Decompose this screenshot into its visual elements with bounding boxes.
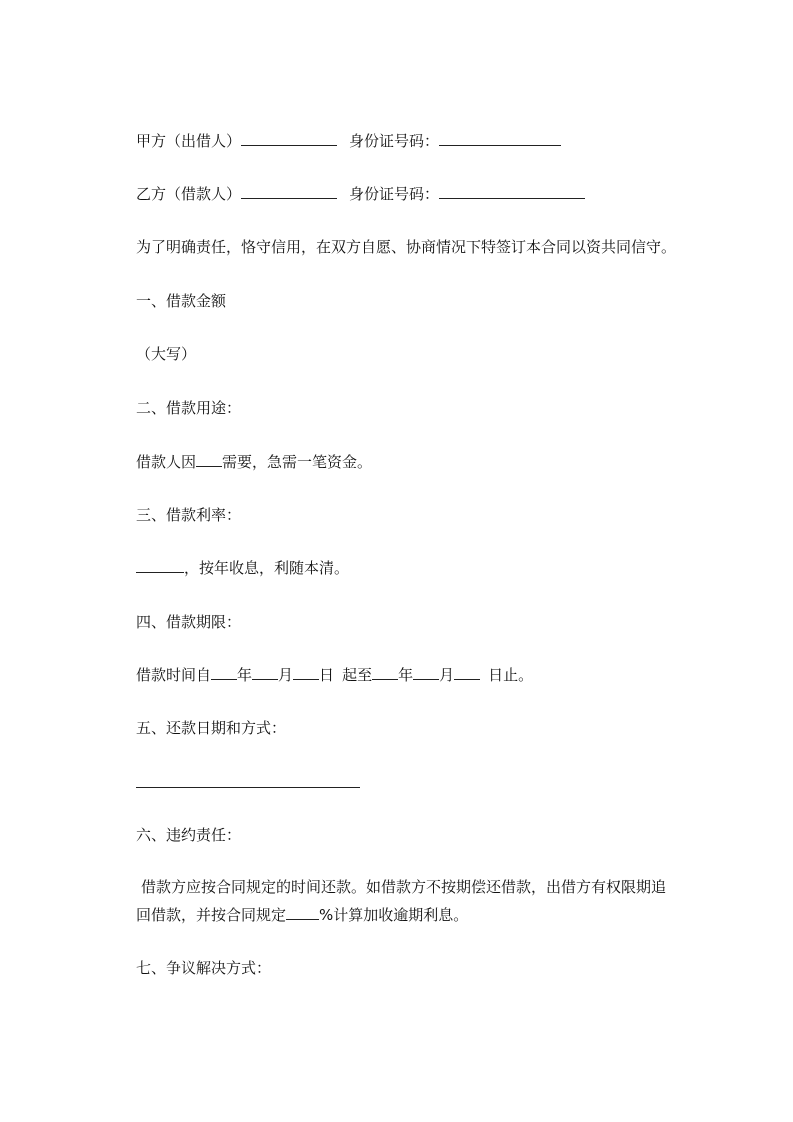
term-to-label: 起至 (342, 666, 373, 684)
purpose-blank[interactable] (196, 452, 222, 467)
repayment-method-blank[interactable] (136, 787, 360, 788)
term-start-label: 借款时间自 (136, 666, 212, 684)
penalty-rate-blank[interactable] (286, 905, 319, 920)
section-6-text-line-2a: 回借款，并按合同规定 (136, 906, 287, 924)
party-a-line (136, 131, 561, 151)
section-3-title: 三、借款利率： (136, 506, 242, 524)
party-b-id-blank[interactable] (439, 184, 585, 199)
month-1-label: 月 (278, 666, 294, 684)
start-month-blank[interactable] (252, 665, 278, 680)
party-a-id-blank[interactable] (439, 131, 561, 146)
party-b-name-blank[interactable] (241, 184, 337, 199)
day-1-label: 日 (319, 666, 335, 684)
party-a-name-blank[interactable] (241, 131, 337, 146)
section-2-text-a: 借款人因 (136, 453, 197, 471)
end-month-blank[interactable] (413, 665, 439, 680)
section-3-text-a: ，按年收息，利随本清。 (184, 559, 350, 577)
year-1-label: 年 (237, 666, 253, 684)
year-2-label: 年 (398, 666, 414, 684)
party-a-label: 甲方（出借人） (136, 132, 242, 150)
month-2-label: 月 (439, 666, 455, 684)
party-b-line (136, 184, 585, 204)
section-1-amount: （大写） (136, 345, 197, 363)
section-6-text-line-2 (136, 905, 468, 925)
party-a-id-label: 身份证号码： (349, 132, 440, 150)
section-2-text-b: 需要，急需一笔资金。 (222, 453, 373, 471)
section-6-text-line-1: 借款方应按合同规定的时间还款。如借款方不按期偿还借款，出借方有权限期追 (141, 878, 667, 896)
rate-blank[interactable] (136, 558, 184, 573)
section-2-text (136, 452, 372, 472)
section-4-text (136, 665, 533, 685)
party-b-id-label: 身份证号码： (349, 185, 440, 203)
section-1-title: 一、借款金额 (136, 292, 227, 310)
section-5-title: 五、还款日期和方式： (136, 719, 287, 737)
section-3-text (136, 558, 349, 578)
end-day-blank[interactable] (454, 665, 480, 680)
end-year-blank[interactable] (372, 665, 398, 680)
start-day-blank[interactable] (293, 665, 319, 680)
section-4-title: 四、借款期限： (136, 613, 242, 631)
start-year-blank[interactable] (211, 665, 237, 680)
section-6-title: 六、违约责任： (136, 826, 242, 844)
section-6-text-line-2b: %计算加收逾期利息。 (319, 906, 469, 924)
preamble: 为了明确责任，恪守信用，在双方自愿、协商情况下特签订本合同以资共同信守。 (136, 238, 677, 256)
party-b-label: 乙方（借款人） (136, 185, 242, 203)
section-7-title: 七、争议解决方式： (136, 959, 272, 977)
section-2-title: 二、借款用途： (136, 399, 242, 417)
term-end-label: 日止。 (488, 666, 534, 684)
